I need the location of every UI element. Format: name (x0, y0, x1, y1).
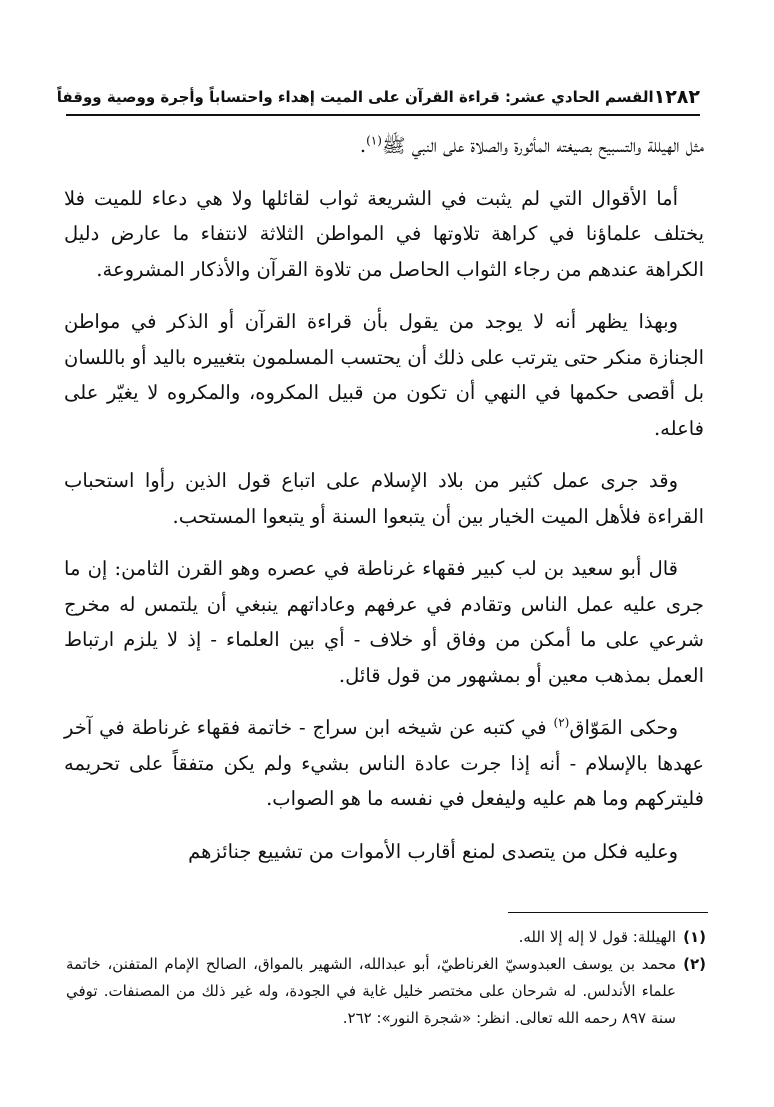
footnote-1 (66, 924, 706, 951)
footnote-1-marker: (١) (683, 928, 706, 946)
paragraph-5: قال أبو سعيد بن لب كبير فقهاء غرناطة في عصره وهو القرن الثامن: إن ما جرى عليه عمل الناس وتقادم في عرفهم وعاداتهم ينبغي أن يلتمس له مخرج شرعي على ما أمكن من وفاق أو خلاف - أي بين العلماء - إذ لا يلزم ارتباط العمل بمذهب معين أو بمشهور من قول قائل. (64, 557, 704, 687)
footnote-ref-1: (١) (366, 133, 382, 148)
paragraph-6 (64, 710, 704, 817)
paragraph-1 (64, 128, 704, 164)
body-text (64, 128, 704, 886)
footnote-2-text: محمد بن يوسف العبدوسيّ الغرناطيّ، أبو عبدالله، الشهير بالمواق، الصالح الإمام المتفنن، خاتمة علماء الأندلس. له شرحان على مختصر خليل غاية في الجودة، وله غير ذلك من المصنفات. توفي سنة ٨٩٧ رحمه الله تعالى. انظر: «شجرة النور»: ٢٦٢. (66, 955, 676, 1027)
paragraph-6-start: وحكى المَوّاق (569, 716, 679, 739)
footnote-ref-2: (٢) (553, 715, 570, 730)
page-number: ١٢٨٢ (653, 86, 700, 108)
footnote-divider (508, 912, 708, 913)
footnotes (66, 924, 706, 1032)
header-divider (66, 114, 700, 116)
footnote-2-marker: (٢) (683, 955, 706, 973)
paragraph-1-text: مثل الهيللة والتسبيح بصيغته المأثورة والصلاة على النبي ﷺ (381, 134, 704, 157)
running-header (56, 82, 700, 112)
header-title: القسم الحادي عشر: قراءة القرآن على الميت إهداء واحتساباً وأجرة ووصية ووقفاً (56, 88, 654, 106)
paragraph-1-end: . (359, 134, 367, 157)
paragraph-6-rest: خاتمة فقهاء غرناطة في آخر عهدها بالإسلام - أنه إذا جرت عادة الناس بشيء ولم يكن متفقاً على تحريمه فليتركهم وما هم عليه وليفعل في نفسه ما هو الصواب. (64, 716, 704, 810)
footnote-2 (66, 951, 706, 1032)
footnote-1-text: الهيللة: قول لا إله إلا الله. (518, 928, 676, 946)
paragraph-2: أما الأقوال التي لم يثبت في الشريعة ثواب لقائلها ولا هي دعاء للميت فلا يختلف علماؤنا في كراهة تلاوتها في المواطن الثلاثة لانتفاء ما عارض دليل الكراهة عندهم من رجاء الثواب الحاصل من تلاوة القرآن والأذكار المشروعة. (64, 186, 704, 281)
paragraph-7: وعليه فكل من يتصدى لمنع أقارب الأموات من تشييع جنائزهم (188, 839, 678, 863)
paragraph-6-middle: في كتبه عن شيخه ابن سراج - (292, 716, 554, 739)
paragraph-3: وبهذا يظهر أنه لا يوجد من يقول بأن قراءة القرآن أو الذكر في مواطن الجنازة منكر حتى يترتب على ذلك أن يحتسب المسلمون بتغييره باليد أو باللسان بل أقصى حكمها في النهي أن تكون من قبيل المكروه، والمكروه لا يغيّر على فاعله. (64, 310, 704, 440)
paragraph-4: وقد جرى عمل كثير من بلاد الإسلام على اتباع قول الذين رأوا استحباب القراءة فلأهل الميت الخيار بين أن يتبعوا السنة أو يتبعوا المستحب. (64, 469, 704, 528)
